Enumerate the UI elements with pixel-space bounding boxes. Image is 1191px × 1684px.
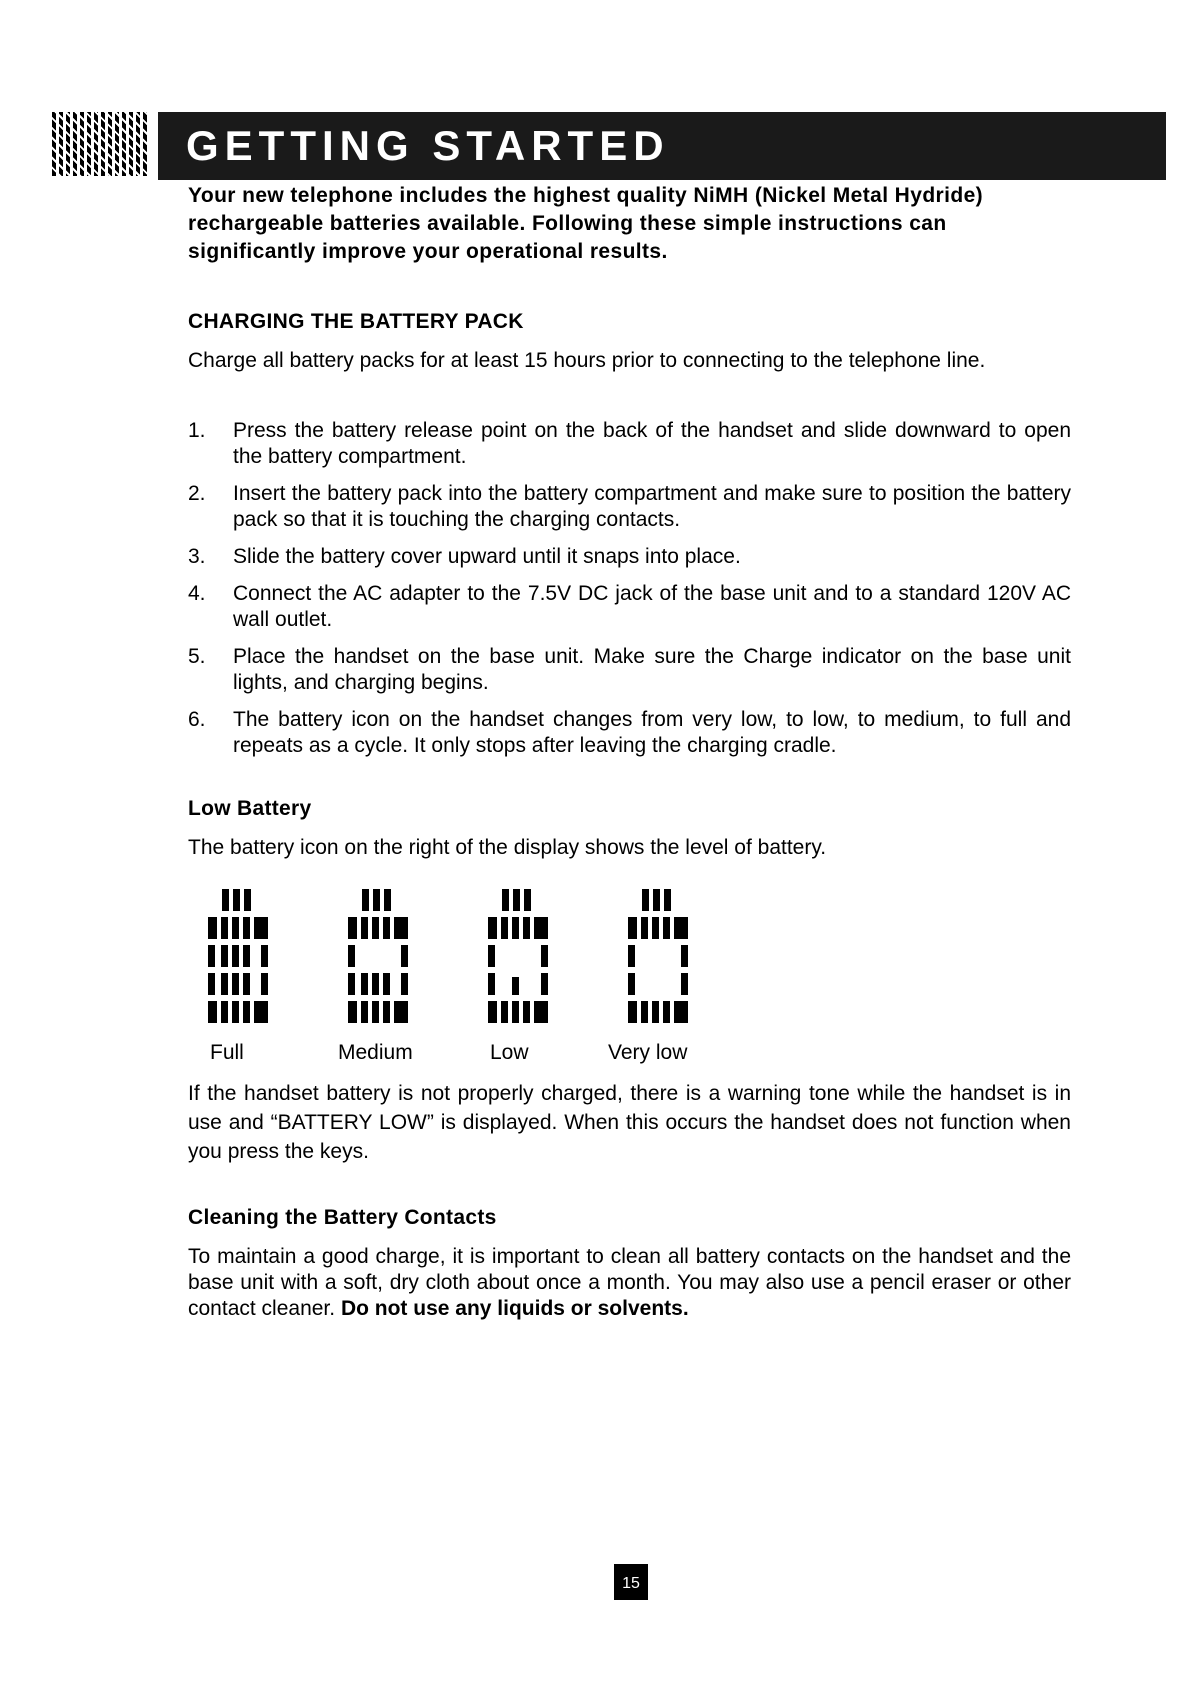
list-item: 5. Place the handset on the base unit. Make sure the Charge indicator on the base unit lights, and charging begins. xyxy=(188,645,1071,694)
cleaning-text: To maintain a good charge, it is important to clean all battery contacts on the handset and the base unit with a soft, dry cloth about once a month. You may also use a pencil eraser or other contact cleaner. xyxy=(188,1245,1071,1320)
battery-bottom-segment xyxy=(641,1001,648,1023)
charging-steps-list xyxy=(188,418,1071,759)
battery-bottom-segment xyxy=(674,1001,681,1023)
battery-medium-icon xyxy=(348,889,408,1029)
list-item: 6. The battery icon on the handset changes from very low, to low, to medium, to full and repeats as a cycle. It only stops after leaving the charging cradle. xyxy=(188,708,1071,757)
battery-top-segment xyxy=(254,917,261,939)
low-battery-lead: The battery icon on the right of the display shows the level of battery. xyxy=(188,836,827,859)
page-title: GETTING STARTED xyxy=(186,122,670,169)
title-bar xyxy=(158,112,1166,180)
battery-bottom-segment xyxy=(394,1001,401,1023)
battery-top-segment xyxy=(372,917,379,939)
battery-bottom-segment xyxy=(534,1001,541,1023)
battery-top-segment xyxy=(221,917,228,939)
cleaning-heading: Cleaning the Battery Contacts xyxy=(188,1206,497,1229)
battery-bottom-segment xyxy=(254,1001,261,1023)
battery-cap-stripe xyxy=(233,889,240,911)
battery-top-segment xyxy=(630,917,637,939)
list-item: 2. Insert the battery pack into the battery compartment and make sure to position the battery pack so that it is touching the charging contacts. xyxy=(188,482,1071,531)
battery-cap-stripe xyxy=(362,889,369,911)
battery-low-icon xyxy=(488,889,548,1029)
battery-label-full: Full xyxy=(210,1041,244,1064)
battery-level-bar xyxy=(372,973,379,995)
battery-top-segment xyxy=(490,917,497,939)
cleaning-paragraph xyxy=(188,1244,1071,1322)
battery-wall-right xyxy=(261,917,268,939)
battery-level-bar xyxy=(243,973,250,995)
battery-top-segment xyxy=(674,917,681,939)
battery-bottom-segment xyxy=(630,1001,637,1023)
battery-label-low: Low xyxy=(490,1041,529,1064)
battery-cap-stripe xyxy=(653,889,660,911)
battery-wall-left xyxy=(488,945,495,967)
battery-top-segment xyxy=(210,917,217,939)
battery-wall-right xyxy=(541,1001,548,1023)
battery-level-bar xyxy=(221,973,228,995)
battery-wall-right xyxy=(401,1001,408,1023)
battery-level-bar xyxy=(232,945,239,967)
battery-top-segment xyxy=(383,917,390,939)
cleaning-warning: Do not use any liquids or solvents. xyxy=(340,1297,689,1320)
battery-cap-stripe xyxy=(373,889,380,911)
battery-top-segment xyxy=(501,917,508,939)
battery-wall-right xyxy=(681,1001,688,1023)
battery-wall-right xyxy=(681,973,688,995)
battery-top-segment xyxy=(243,917,250,939)
battery-top-segment xyxy=(232,917,239,939)
battery-bottom-segment xyxy=(383,1001,390,1023)
battery-level-bar xyxy=(232,973,239,995)
battery-wall-right xyxy=(541,945,548,967)
battery-top-segment xyxy=(512,917,519,939)
battery-bottom-segment xyxy=(361,1001,368,1023)
battery-cap-stripe xyxy=(502,889,509,911)
battery-cap-stripe xyxy=(513,889,520,911)
battery-level-bar xyxy=(243,945,250,967)
battery-bottom-segment xyxy=(652,1001,659,1023)
battery-level-bar xyxy=(361,973,368,995)
battery-bottom-segment xyxy=(232,1001,239,1023)
header-pattern-decoration xyxy=(52,112,150,176)
battery-cap-stripe xyxy=(642,889,649,911)
low-battery-note: If the handset battery is not properly charged, there is a warning tone while the handset is in use and “BATTERY LOW” is displayed. When this occurs the handset does not function when you press the keys. xyxy=(188,1082,1071,1163)
intro-paragraph: Your new telephone includes the highest quality NiMH (Nickel Metal Hydride) rechargeable batteries available. Following these simple instructions can significantly improve your operational results. xyxy=(188,184,984,263)
list-item: 1. Press the battery release point on the back of the handset and slide downward to open the battery compartment. xyxy=(188,419,1071,468)
battery-cap-stripe xyxy=(664,889,671,911)
list-item: 4. Connect the AC adapter to the 7.5V DC jack of the base unit and to a standard 120V AC wall outlet. xyxy=(188,582,1071,631)
battery-wall-right xyxy=(401,945,408,967)
battery-level-bar xyxy=(383,973,390,995)
battery-wall-right xyxy=(401,973,408,995)
battery-wall-left xyxy=(628,945,635,967)
list-item: 3. Slide the battery cover upward until it snaps into place. xyxy=(188,545,741,568)
battery-wall-right xyxy=(261,945,268,967)
battery-bottom-segment xyxy=(243,1001,250,1023)
battery-wall-left xyxy=(348,973,355,995)
battery-bottom-segment xyxy=(523,1001,530,1023)
battery-top-segment xyxy=(663,917,670,939)
battery-cap-stripe xyxy=(524,889,531,911)
battery-top-segment xyxy=(350,917,357,939)
battery-bottom-segment xyxy=(490,1001,497,1023)
battery-cap-stripe xyxy=(384,889,391,911)
battery-wall-left xyxy=(488,973,495,995)
battery-level-bar xyxy=(221,945,228,967)
battery-top-segment xyxy=(652,917,659,939)
main-content xyxy=(188,182,1071,1322)
battery-bottom-segment xyxy=(210,1001,217,1023)
battery-icons-row xyxy=(188,889,1071,1079)
battery-top-segment xyxy=(534,917,541,939)
battery-label-very-low: Very low xyxy=(608,1041,688,1064)
battery-top-segment xyxy=(394,917,401,939)
battery-label-medium: Medium xyxy=(338,1041,413,1064)
battery-wall-left xyxy=(628,973,635,995)
charging-heading: CHARGING THE BATTERY PACK xyxy=(188,310,524,333)
battery-top-segment xyxy=(523,917,530,939)
battery-wall-left xyxy=(208,973,215,995)
battery-wall-right xyxy=(261,973,268,995)
battery-bottom-segment xyxy=(350,1001,357,1023)
battery-bottom-segment xyxy=(372,1001,379,1023)
page-number: 15 xyxy=(614,1564,648,1600)
battery-wall-right xyxy=(681,945,688,967)
battery-very-low-icon xyxy=(628,889,688,1029)
battery-wall-right xyxy=(541,917,548,939)
battery-wall-right xyxy=(541,973,548,995)
battery-level-bar xyxy=(512,977,519,995)
low-battery-heading: Low Battery xyxy=(188,797,312,820)
battery-wall-right xyxy=(261,1001,268,1023)
charging-lead: Charge all battery packs for at least 15 hours prior to connecting to the telephone line. xyxy=(188,349,986,372)
battery-full-icon xyxy=(208,889,268,1029)
battery-wall-left xyxy=(348,945,355,967)
battery-bottom-segment xyxy=(663,1001,670,1023)
battery-wall-left xyxy=(208,945,215,967)
battery-top-segment xyxy=(361,917,368,939)
battery-wall-right xyxy=(401,917,408,939)
battery-bottom-segment xyxy=(512,1001,519,1023)
battery-bottom-segment xyxy=(221,1001,228,1023)
battery-top-segment xyxy=(641,917,648,939)
battery-wall-right xyxy=(681,917,688,939)
battery-cap-stripe xyxy=(222,889,229,911)
battery-bottom-segment xyxy=(501,1001,508,1023)
battery-cap-stripe xyxy=(244,889,251,911)
